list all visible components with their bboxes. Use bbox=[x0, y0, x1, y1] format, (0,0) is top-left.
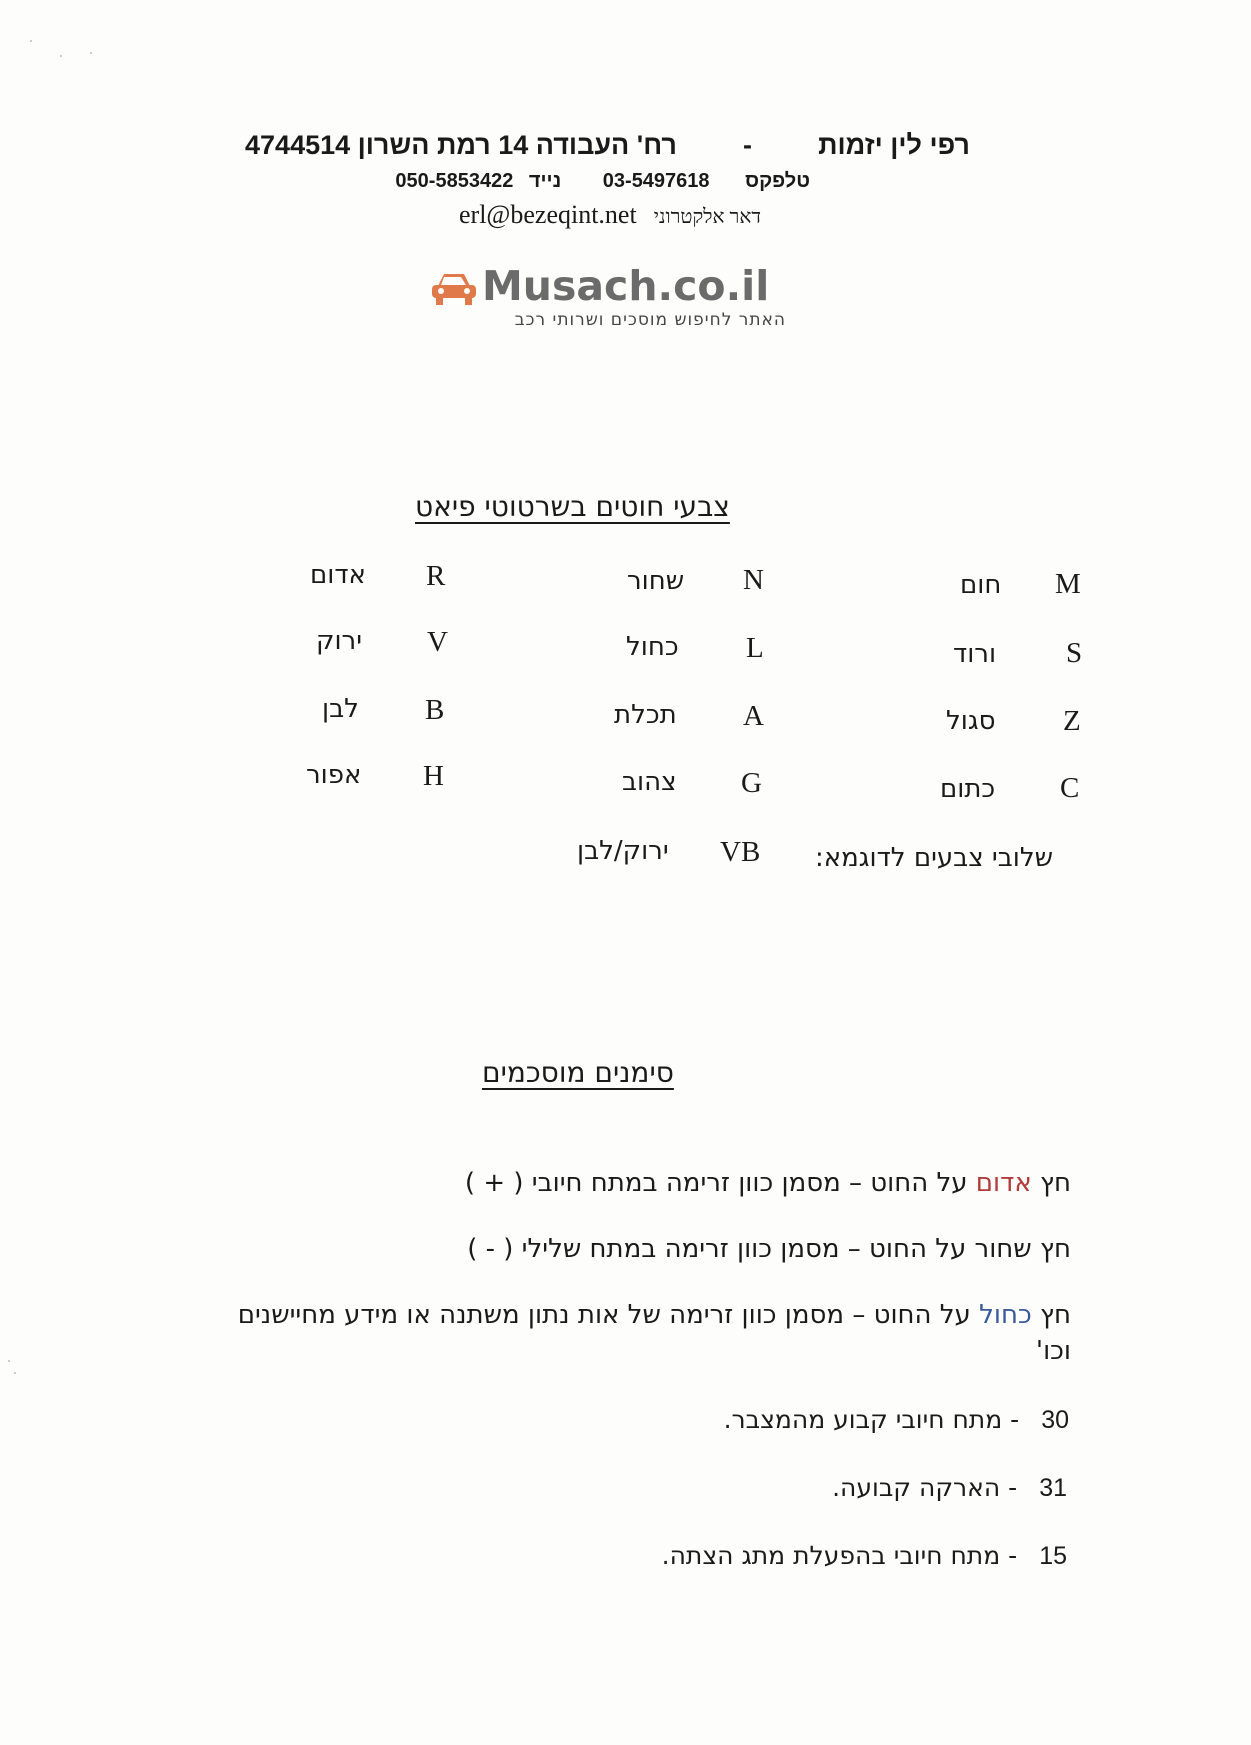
terminal-description: - מתח חיובי בהפעלת מתג הצתה. bbox=[661, 1541, 1018, 1570]
color-code: N bbox=[743, 564, 764, 596]
color-name: צהוב bbox=[622, 767, 677, 797]
arrow-description: על החוט – מסמן כוון זרימה במתח חיובי ( + ) bbox=[464, 1168, 968, 1198]
header-company-line bbox=[245, 130, 970, 161]
terminal-number: 15 bbox=[1039, 1542, 1067, 1570]
arrow-description: חץ שחור על החוט – מסמן כוון זרימה במתח שלילי ( - ) bbox=[467, 1234, 1071, 1264]
header-phones bbox=[395, 170, 810, 193]
email-label: דאר אלקטרוני bbox=[653, 206, 761, 228]
arrow-prefix: חץ bbox=[1039, 1168, 1071, 1198]
scan-speck bbox=[8, 1360, 10, 1362]
arrow-color-blue: כחול bbox=[979, 1300, 1032, 1330]
arrow-blue-note bbox=[238, 1300, 1071, 1330]
arrow-prefix: חץ bbox=[1039, 1300, 1071, 1330]
logo-tagline: האתר לחיפוש מוסכים ושרותי רכב bbox=[514, 310, 786, 330]
color-code: L bbox=[746, 632, 764, 664]
color-code: C bbox=[1060, 772, 1080, 804]
arrow-red-note bbox=[465, 1168, 1071, 1198]
symbols-title: סימנים מוסכמים bbox=[482, 1056, 674, 1089]
mobile-number: 050-5853422 bbox=[395, 170, 514, 192]
combo-code: VB bbox=[720, 836, 761, 868]
scan-speck bbox=[90, 52, 92, 54]
terminal-number: 31 bbox=[1039, 1474, 1067, 1502]
arrow-description: על החוט – מסמן כוון זרימה של אות נתון משתנה או מידע מחיישנים bbox=[237, 1300, 971, 1330]
arrow-blue-note-cont: וכו' bbox=[1035, 1336, 1071, 1366]
color-name: חום bbox=[960, 570, 1002, 600]
company-name: רפי לין יזמות bbox=[818, 130, 970, 160]
header-email bbox=[420, 200, 800, 230]
color-name: ורוד bbox=[953, 639, 997, 669]
fax-number: 03-5497618 bbox=[602, 170, 710, 192]
terminal-item bbox=[724, 1405, 1069, 1435]
email-address: erl@bezeqint.net bbox=[459, 200, 637, 229]
color-name: שחור bbox=[627, 566, 685, 596]
mobile-label: נייד bbox=[528, 170, 562, 192]
color-code: S bbox=[1066, 637, 1083, 669]
color-name: אפור bbox=[306, 760, 362, 790]
color-code: M bbox=[1055, 568, 1081, 600]
scan-speck bbox=[14, 1372, 16, 1374]
musach-logo bbox=[430, 262, 790, 342]
terminal-item bbox=[832, 1473, 1067, 1503]
color-code: V bbox=[427, 626, 448, 658]
wire-colors-title: צבעי חוטים בשרטוטי פיאט bbox=[415, 490, 730, 523]
header-dash: - bbox=[743, 130, 753, 160]
combo-label: שלובי צבעים לדוגמא: bbox=[815, 843, 1054, 873]
color-name: ירוק bbox=[316, 626, 363, 656]
terminal-number: 30 bbox=[1041, 1406, 1069, 1434]
color-code: R bbox=[426, 560, 446, 592]
logo-name: Musach.co.il bbox=[482, 262, 770, 310]
company-address: רח' העבודה 14 רמת השרון 4744514 bbox=[245, 130, 677, 160]
color-name: כחול bbox=[626, 632, 679, 662]
color-code: Z bbox=[1063, 705, 1081, 737]
color-code: A bbox=[743, 700, 764, 732]
arrow-color-red: אדום bbox=[975, 1168, 1032, 1198]
color-code: H bbox=[423, 760, 444, 792]
color-name: אדום bbox=[310, 560, 366, 590]
color-code: G bbox=[741, 767, 762, 799]
arrow-black-note bbox=[467, 1234, 1071, 1264]
terminal-description: - הארקה קבועה. bbox=[832, 1473, 1018, 1502]
scan-speck bbox=[60, 55, 62, 57]
color-name: לבן bbox=[322, 694, 359, 724]
color-name: סגול bbox=[946, 706, 996, 736]
color-code: B bbox=[425, 694, 445, 726]
car-icon bbox=[430, 268, 478, 308]
color-name: תכלת bbox=[614, 700, 677, 730]
color-name: כתום bbox=[940, 774, 996, 804]
fax-label: טלפקס bbox=[745, 170, 810, 192]
combo-name: ירוק/לבן bbox=[577, 836, 669, 866]
terminal-item bbox=[662, 1541, 1067, 1571]
scan-speck bbox=[30, 40, 32, 42]
terminal-description: - מתח חיובי קבוע מהמצבר. bbox=[723, 1405, 1020, 1434]
